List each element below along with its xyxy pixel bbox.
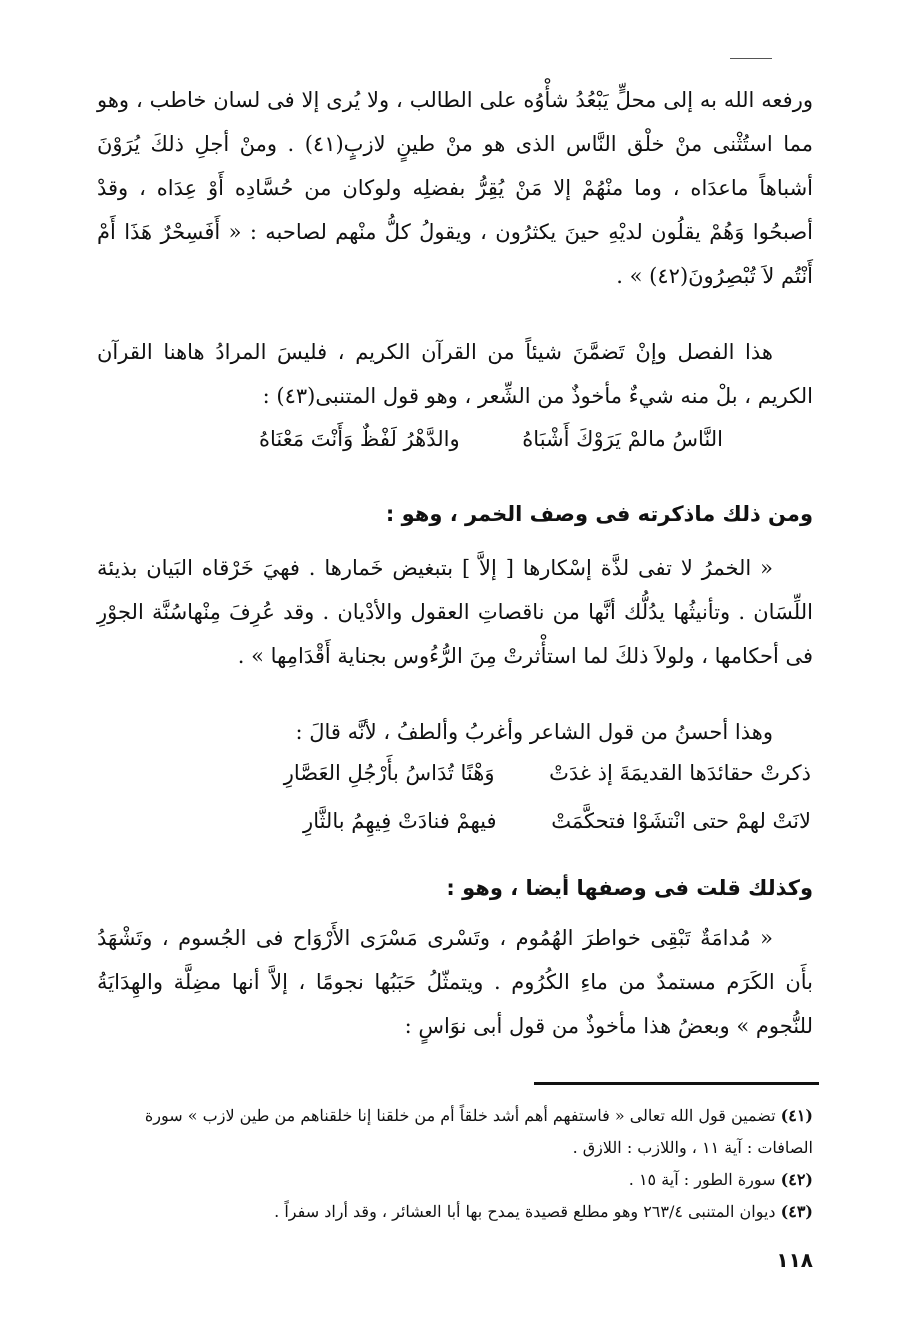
top-rule: [730, 58, 772, 59]
paragraph-wine-second: « مُدامَةٌ تَبْقِى خواطرَ الهُمُوم ، وتَسْرى مَسْرَى الأَرْوَاح فى الجُسوم ، وتَشْهَدُ بأَن الكَرَم مستمدٌ من ماءِ الكُرُوم . ويتمثّلُ حَبَبُها نجومًا ، إلاَّ أنها مضِلَّة والهِدَايَةُ للنُّجوم » وبعضُ هذا مأخوذٌ من قول أبى نوَاسٍ :: [97, 926, 813, 1038]
paragraph-intro: ورفعه الله به إلى محلٍّ يَبْعُدُ شأْوُه على الطالب ، ولا يُرى إلا فى لسان خاطب ، وهو مما استُثْنى منْ خلْق النَّاس الذى هو منْ طينٍ لازبٍ(٤١) . ومنْ أجلِ ذلكَ يُرَوْنَ أشباهاً ماعدَاه ، وما منْهُمْ إلا مَنْ يُقِرُّ بفضلِه ولوكان من حُسَّادِه أَوْ عِدَاه ، وقدْ أصبحُوا وَهُمْ يقلُون لديْهِ حينَ يكثرُون ، ويقولُ كلُّ منْهم لصاحبه : « أَفَسِحْرٌ هَذَا أَمْ أَنْتُم لاَ تُبْصِرُونَ(٤٢) » .: [97, 88, 813, 288]
verse-first-hemistich: ذكرتْ حقائدَها القديمَةَ إذ غدَتْ: [549, 761, 811, 785]
paragraph-comparison: وهذا أحسنُ من قول الشاعر وأغربُ وألطفُ ، لأنَّه قالَ :: [295, 720, 773, 744]
page-number: ١١٨: [776, 1248, 813, 1272]
footnote-text: ديوان المتنبى ٢٦٣/٤ وهو مطلع قصيدة يمدح بها أبا العشائر ، وقد أراد سفراً .: [274, 1202, 776, 1221]
verse-second-hemistich: وَهْنًا تُدَاسُ بأَرْجُلِ العَصَّارِ: [283, 761, 495, 785]
footnote-separator: [534, 1082, 819, 1085]
section-heading-wine-again: وكذلك قلت فى وصفها أيضا ، وهو :: [446, 876, 813, 900]
footnote-43: [93, 1196, 813, 1228]
verse-line-3: [303, 800, 811, 842]
verse-line-1: [259, 418, 723, 460]
footnotes: [93, 1100, 813, 1228]
verse-second-hemistich: والدَّهْرُ لَفْظٌ وَأَنْتَ مَعْنَاهُ: [259, 427, 460, 451]
verse-first-hemistich: لانَتْ لهمْ حتى انْتشَوْا فتحكَّمَتْ: [551, 809, 811, 833]
verse-first-hemistich: النَّاسُ مالمْ يَرَوْكَ أَشْبَاهُ: [522, 427, 723, 451]
paragraph-commentary: هذا الفصل وإنْ تَضمَّنَ شيئاً من القرآن الكريم ، فليسَ المرادُ هاهنا القرآن الكريم ، بلْ منه شيءٌ مأخوذٌ من الشِّعر ، وهو قول المتنبى(٤٣) :: [97, 340, 813, 408]
footnote-text: سورة الطور : آية ١٥ .: [628, 1170, 776, 1189]
footnote-number: (٤١): [780, 1106, 813, 1125]
verse-second-hemistich: فيهمْ فنادَتْ فِيهِمُ بالثَّارِ: [303, 809, 497, 833]
footnote-text: تضمين قول الله تعالى « فاستفهم أهم أشد خلقاً أم من خلقنا إنا خلقناهم من طين لازب » سورة الصافات : آية ١١ ، واللازب : اللازق .: [144, 1106, 813, 1157]
footnote-number: (٤٣): [780, 1202, 813, 1221]
section-heading-wine: ومن ذلك ماذكرته فى وصف الخمر ، وهو :: [385, 502, 813, 526]
verse-line-2: [284, 752, 811, 794]
footnote-number: (٤٢): [780, 1170, 813, 1189]
paragraph-wine: « الخمرُ لا تفى لذَّة إسْكارها [ إلاَّ ] بتبغيض خَمارها . فهيَ خَرْقاه البَيان بذيئة اللِّسَان . وتأنيثُها يدُلُّك أنَّها من ناقصاتِ العقول والأدْيان . وقد عُرِفَ مِنْهاسُنَّة الجوْرِ فى أحكامها ، ولولاَ ذلكَ لما استأْثرتْ مِنَ الرُّءُوس بجناية أَقْدَامِها » .: [97, 556, 813, 668]
footnote-41: [93, 1100, 813, 1164]
footnote-42: [93, 1164, 813, 1196]
